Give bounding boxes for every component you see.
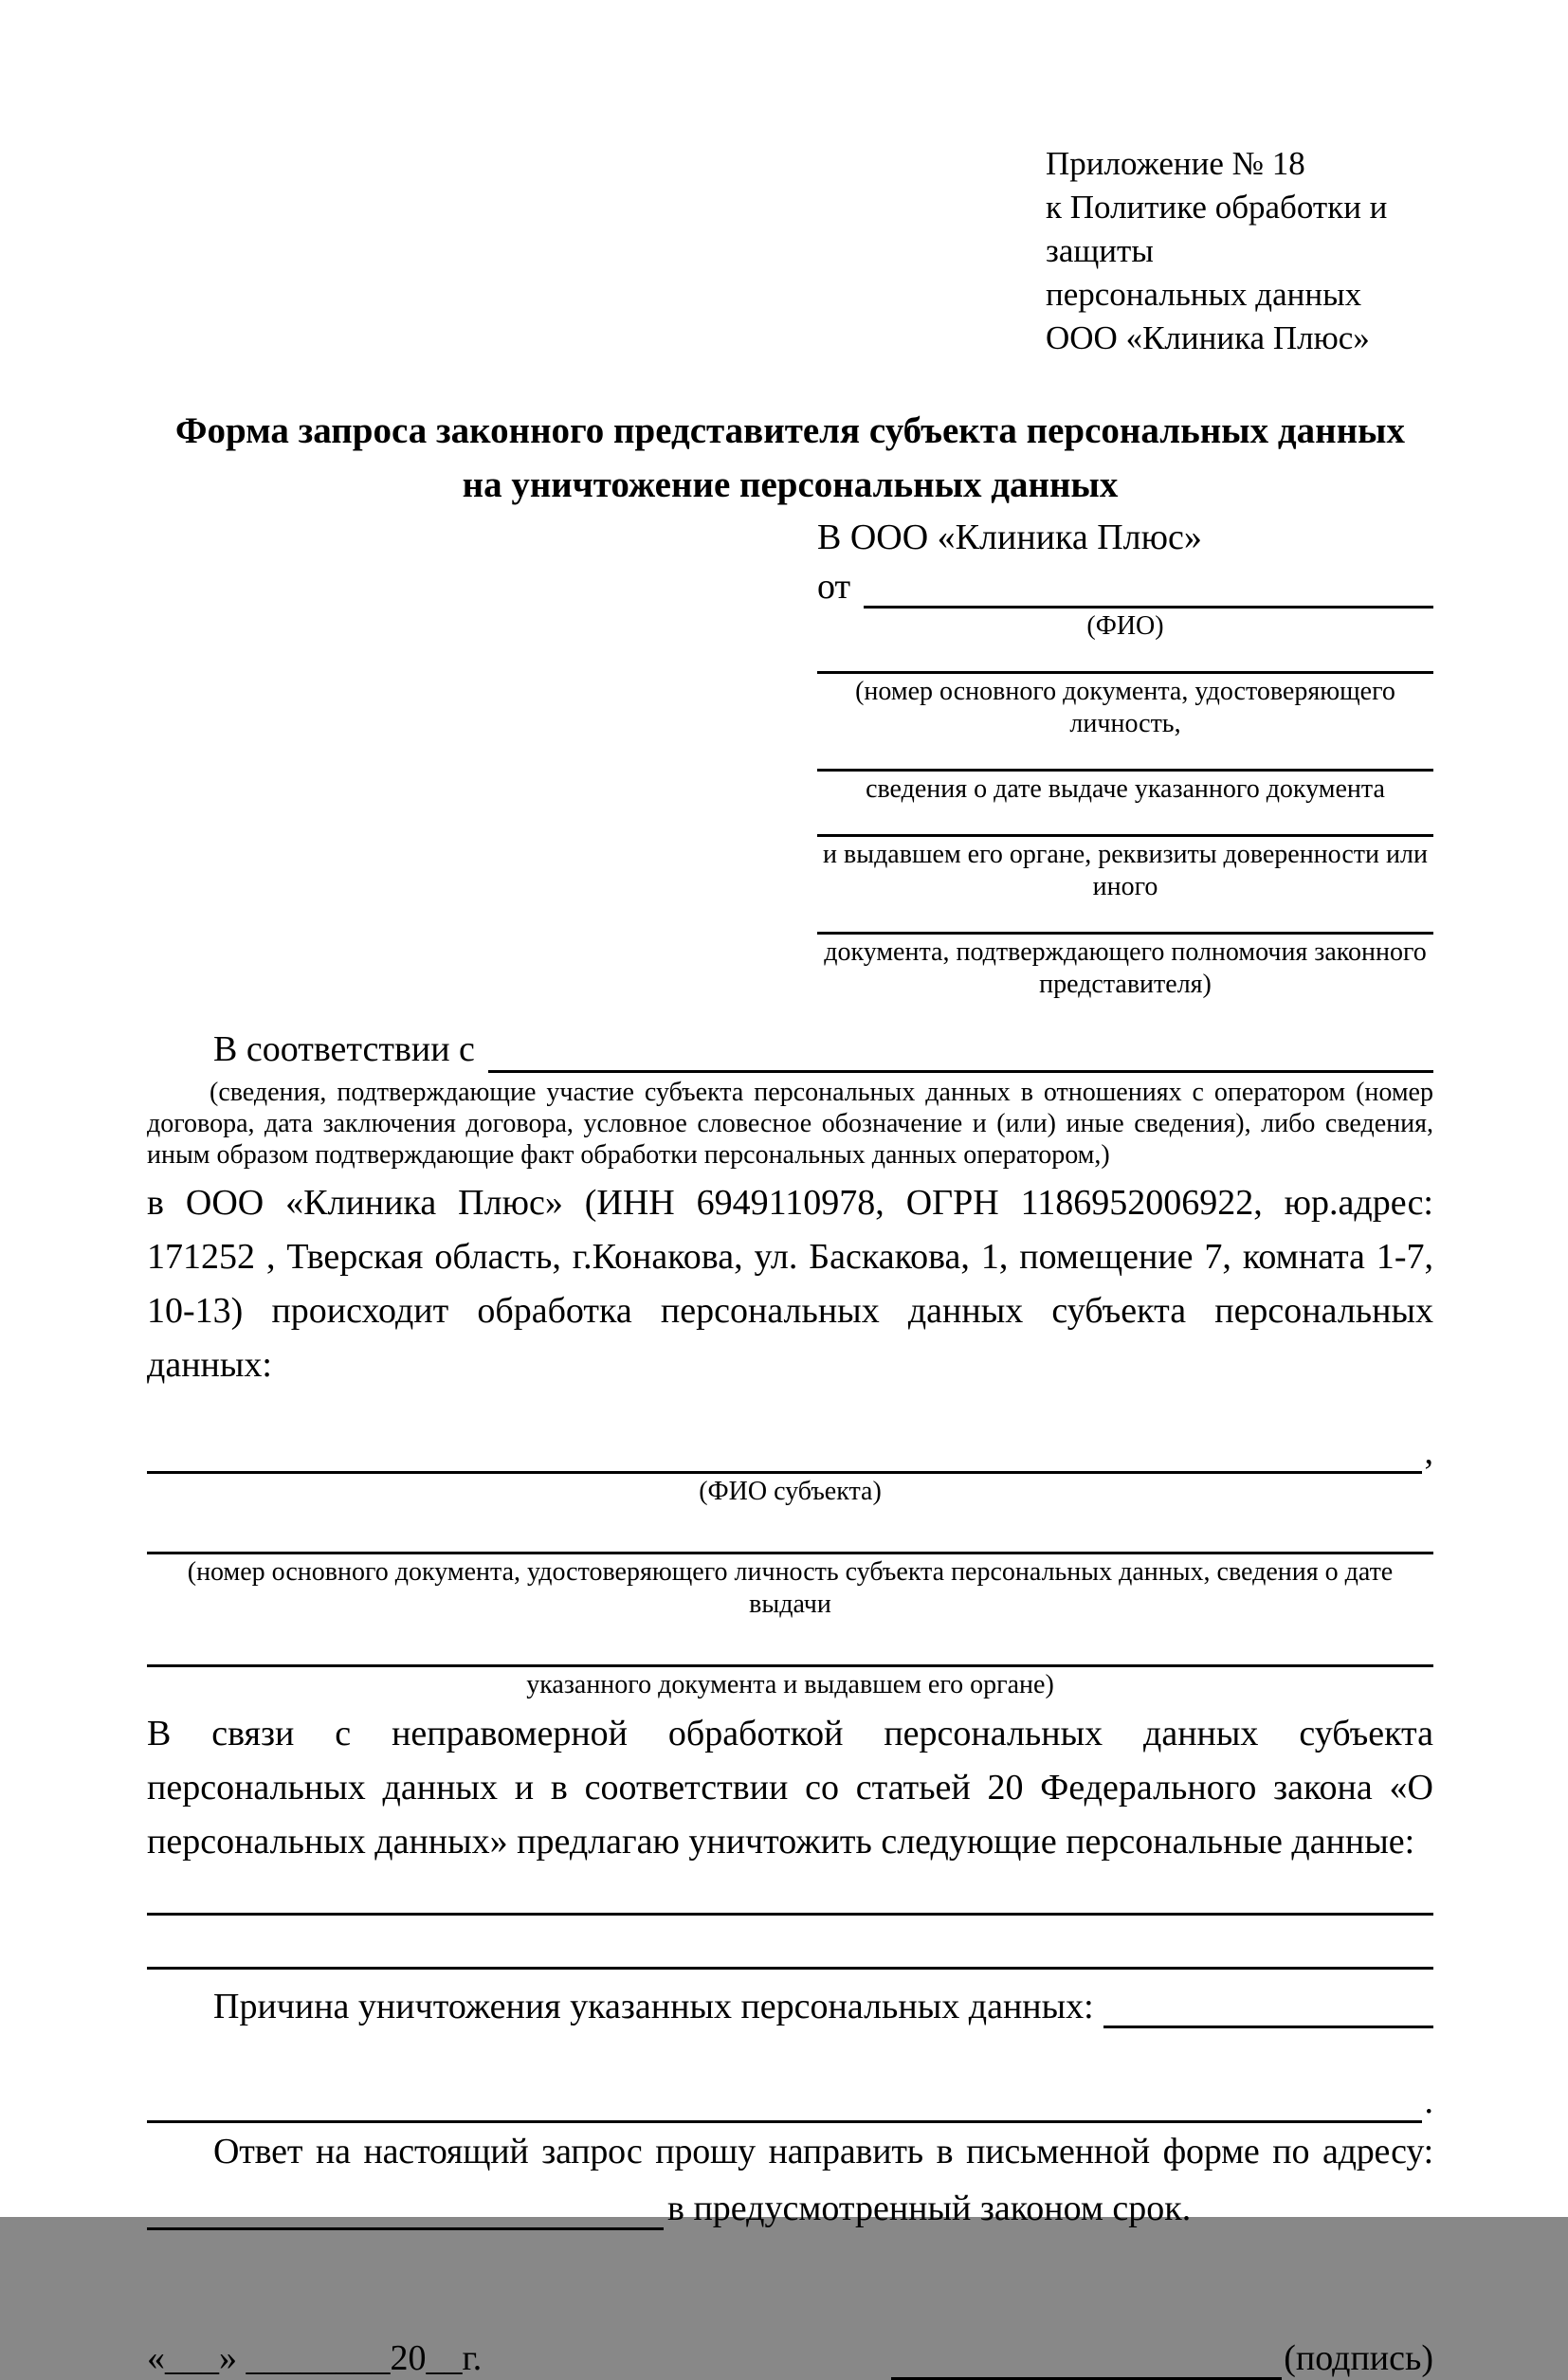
trailing-period: . <box>1424 2081 1433 2121</box>
answer-address-row <box>147 2187 1433 2230</box>
reason-continuation-row <box>147 2080 1433 2123</box>
reason-label: Причина уничтожения указанных персональных данных: <box>213 1987 1094 2026</box>
answer-tail-text: в предусмотренный законом срок. <box>667 2189 1192 2228</box>
appendix-line: персональных данных <box>1046 276 1362 313</box>
signature-block <box>891 2336 1433 2380</box>
operator-paragraph: в ООО «Клиника Плюс» (ИНН 6949110978, ОГРН 1186952006922, юр.адрес: 171252 , Тверская область, г.Конакова, ул. Баскакова, 1, помещение 7, комната 1-7, 10-13) происходит обработка персональных данных субъекта персональных данных: <box>147 1183 1433 1385</box>
reason-blank-line <box>1103 2026 1433 2028</box>
page-title <box>147 404 1433 512</box>
from-row <box>817 565 1433 609</box>
fio-caption: (ФИО) <box>1086 611 1164 641</box>
document-content <box>147 142 1433 2380</box>
representative-doc-blank-line-1 <box>817 671 1433 674</box>
representative-doc-caption-1: (номер основного документа, удостоверяющего личность, <box>855 677 1395 738</box>
destroy-paragraph: В связи с неправомерной обработкой персональных данных субъекта персональных данных и в соответствии со статьей 20 Федерального закона «О персональных данных» предлагаю уничтожить следующие персональные данные: <box>147 1714 1433 1862</box>
data-to-destroy-blank-line-2 <box>147 1967 1433 1970</box>
answer-paragraph: Ответ на настоящий запрос прошу направить в письменной форме по адресу: <box>213 2132 1433 2171</box>
subject-doc-blank-line-2 <box>147 1664 1433 1667</box>
representative-doc-blank-line-4 <box>817 932 1433 935</box>
appendix-block <box>1046 142 1433 360</box>
subject-doc-caption-1: (номер основного документа, удостоверяющего личность субъекта персональных данных, сведения о дате выдачи <box>187 1557 1394 1619</box>
appendix-line: Приложение № 18 <box>1046 145 1305 182</box>
representative-name-blank-line <box>864 606 1433 609</box>
date-signature-row <box>147 2336 1433 2380</box>
date-field: «___» ________20__г. <box>147 2338 483 2378</box>
address-blank-line <box>147 2227 664 2230</box>
trailing-comma: , <box>1424 1432 1433 1472</box>
signature-caption: (подпись) <box>1284 2338 1433 2378</box>
representative-doc-caption-2: сведения о дате выдаче указанного документа <box>866 774 1385 804</box>
accordance-row <box>147 1026 1433 1073</box>
page-title-line-1: Форма запроса законного представителя субъекта персональных данных <box>174 410 1406 451</box>
reason-blank-line-2 <box>147 2120 1422 2123</box>
data-to-destroy-blank-line-1 <box>147 1913 1433 1916</box>
accordance-label: В соответствии с <box>213 1029 475 1069</box>
subject-fio-row <box>147 1430 1433 1474</box>
from-label: от <box>817 567 851 607</box>
representative-doc-blank-line-2 <box>817 769 1433 772</box>
appendix-line: к Политике обработки и защиты <box>1046 189 1388 269</box>
accordance-note: (сведения, подтверждающие участие субъекта персональных данных в отношениях с оператором (номер договора, дата заключения договора, условное словесное обозначение и (или) иные сведения), либо сведения, иным образом подтверждающие факт обработки персональных данных оператором,) <box>147 1078 1433 1170</box>
reason-row <box>147 1985 1433 2028</box>
addressee-block <box>817 514 1433 1001</box>
subject-doc-blank-line-1 <box>147 1552 1433 1554</box>
subject-fio-caption: (ФИО субъекта) <box>699 1477 882 1506</box>
representative-doc-caption-4: документа, подтверждающего полномочия законного представителя) <box>824 937 1427 999</box>
accordance-blank-line <box>488 1070 1433 1073</box>
addressee-text: В ООО «Клиника Плюс» <box>817 518 1202 557</box>
representative-doc-blank-line-3 <box>817 834 1433 837</box>
subject-fio-blank-line <box>147 1471 1422 1474</box>
representative-doc-caption-3: и выдавшем его органе, реквизиты доверенности или иного <box>823 840 1428 901</box>
page-title-line-2: на уничтожение персональных данных <box>462 464 1119 505</box>
subject-doc-caption-2: указанного документа и выдавшем его органе) <box>526 1670 1054 1699</box>
appendix-line: ООО «Клиника Плюс» <box>1046 319 1370 356</box>
